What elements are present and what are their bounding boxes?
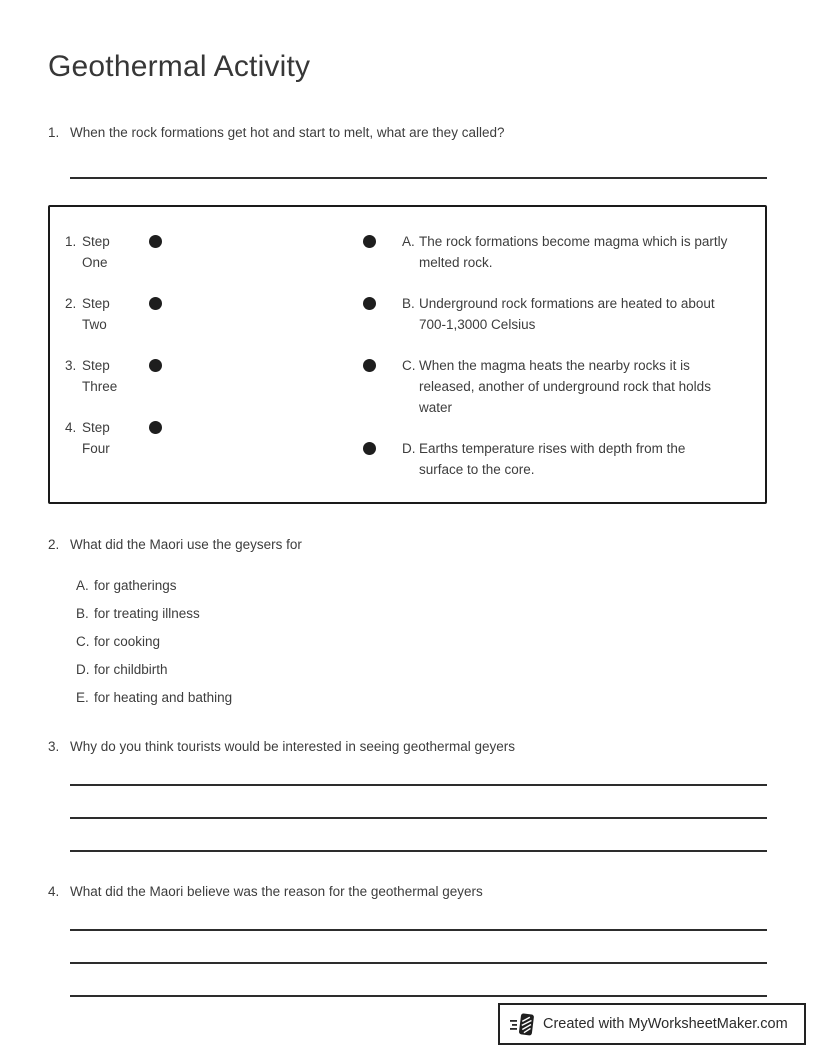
footer-text: Created with MyWorksheetMaker.com bbox=[543, 1016, 788, 1032]
match-item-number: 3. bbox=[65, 358, 77, 373]
question-2-text: What did the Maori use the geysers for bbox=[70, 537, 302, 552]
matching-right-item-d bbox=[362, 438, 765, 480]
footer-badge bbox=[498, 1003, 806, 1045]
match-item-label-line2: One bbox=[82, 255, 108, 270]
question-2-options bbox=[76, 575, 767, 708]
option-b bbox=[76, 603, 767, 624]
question-3 bbox=[48, 736, 767, 757]
match-bullet-icon bbox=[149, 359, 162, 372]
question-4-number: 4. bbox=[48, 884, 60, 899]
matching-left-item-2 bbox=[65, 293, 362, 335]
match-bullet-icon bbox=[149, 421, 162, 434]
option-text: for heating and bathing bbox=[94, 690, 233, 705]
option-text: for cooking bbox=[94, 634, 161, 649]
match-answer-letter: C. bbox=[402, 358, 416, 373]
match-bullet-icon bbox=[149, 297, 162, 310]
matching-right-column bbox=[362, 231, 765, 502]
option-e bbox=[76, 687, 767, 708]
match-answer-letter: B. bbox=[402, 296, 415, 311]
match-item-label-line1: Step bbox=[82, 420, 110, 435]
match-item-number: 4. bbox=[65, 420, 77, 435]
match-answer-text: Underground rock formations are heated to about 700-1,3000 Celsius bbox=[419, 296, 715, 332]
option-letter: E. bbox=[76, 690, 89, 705]
option-c bbox=[76, 631, 767, 652]
question-3-text: Why do you think tourists would be interested in seeing geothermal geyers bbox=[70, 739, 515, 754]
answer-line bbox=[70, 177, 767, 179]
match-item-label-line2: Four bbox=[82, 441, 110, 456]
answer-line bbox=[70, 850, 767, 852]
match-bullet-icon bbox=[363, 297, 376, 310]
answer-line bbox=[70, 929, 767, 931]
answer-line bbox=[70, 817, 767, 819]
option-letter: B. bbox=[76, 606, 89, 621]
answer-line bbox=[70, 962, 767, 964]
match-item-label bbox=[82, 293, 110, 335]
question-2 bbox=[48, 534, 767, 555]
match-item-number: 2. bbox=[65, 296, 77, 311]
match-bullet-icon bbox=[363, 359, 376, 372]
match-answer-letter: D. bbox=[402, 441, 416, 456]
matching-left-item-3 bbox=[65, 355, 362, 397]
answer-line bbox=[70, 784, 767, 786]
matching-right-item-c bbox=[362, 355, 765, 418]
answer-line bbox=[70, 995, 767, 997]
question-1-number: 1. bbox=[48, 125, 60, 140]
match-item-label-line2: Two bbox=[82, 317, 107, 332]
match-item-number: 1. bbox=[65, 234, 77, 249]
question-2-number: 2. bbox=[48, 537, 60, 552]
option-d bbox=[76, 659, 767, 680]
question-1-text: When the rock formations get hot and start to melt, what are they called? bbox=[70, 125, 505, 140]
matching-left-item-1 bbox=[65, 231, 362, 273]
worksheet-logo-icon bbox=[510, 1011, 536, 1038]
match-item-label-line1: Step bbox=[82, 296, 110, 311]
option-letter: C. bbox=[76, 634, 90, 649]
match-answer-letter: A. bbox=[402, 234, 415, 249]
match-bullet-icon bbox=[363, 442, 376, 455]
match-item-label bbox=[82, 417, 110, 459]
match-answer-text: The rock formations become magma which is partly melted rock. bbox=[419, 234, 728, 270]
matching-left-column bbox=[50, 231, 362, 502]
question-3-number: 3. bbox=[48, 739, 60, 754]
option-letter: D. bbox=[76, 662, 90, 677]
page-title: Geothermal Activity bbox=[48, 50, 311, 83]
matching-box bbox=[48, 205, 767, 504]
matching-right-item-b bbox=[362, 293, 765, 335]
option-letter: A. bbox=[76, 578, 89, 593]
match-item-label bbox=[82, 231, 110, 273]
question-4 bbox=[48, 881, 767, 902]
option-a bbox=[76, 575, 767, 596]
match-answer-text: Earths temperature rises with depth from the surface to the core. bbox=[419, 441, 686, 477]
match-bullet-icon bbox=[149, 235, 162, 248]
match-item-label-line1: Step bbox=[82, 234, 110, 249]
option-text: for gatherings bbox=[94, 578, 177, 593]
match-item-label-line2: Three bbox=[82, 379, 118, 394]
question-4-text: What did the Maori believe was the reason for the geothermal geyers bbox=[70, 884, 483, 899]
match-item-label-line1: Step bbox=[82, 358, 110, 373]
question-1 bbox=[48, 122, 767, 143]
match-answer-text: When the magma heats the nearby rocks it is released, another of underground rock that holds water bbox=[419, 358, 711, 415]
match-item-label bbox=[82, 355, 117, 397]
match-bullet-icon bbox=[363, 235, 376, 248]
matching-right-item-a bbox=[362, 231, 765, 273]
matching-left-item-4 bbox=[65, 417, 362, 459]
option-text: for treating illness bbox=[94, 606, 200, 621]
option-text: for childbirth bbox=[94, 662, 168, 677]
